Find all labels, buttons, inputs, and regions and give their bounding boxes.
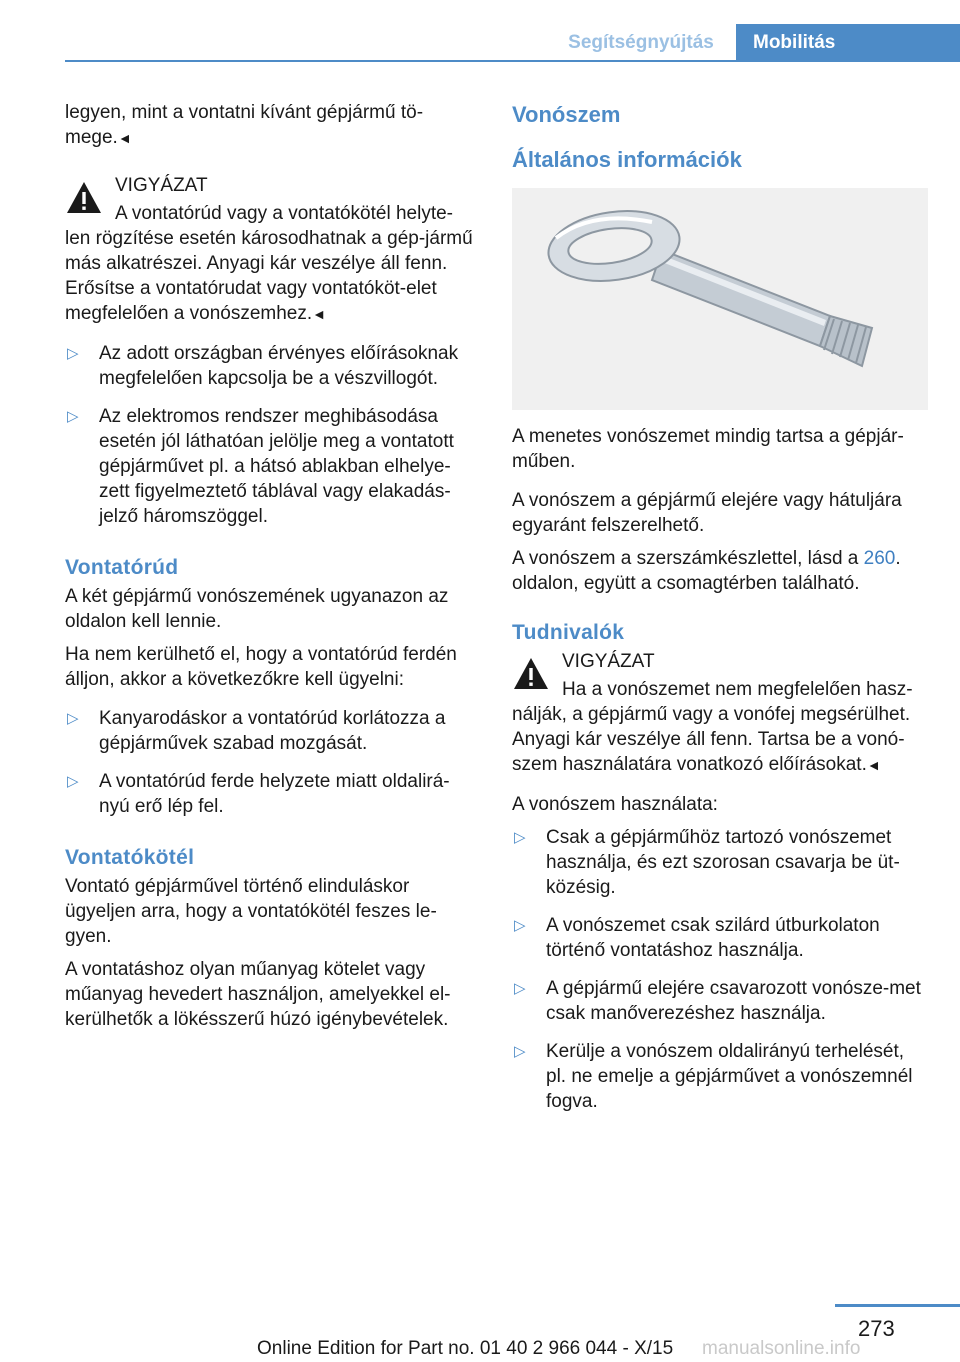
- list-item: ▷ A gépjármű elejére csavarozott vonósze-met csak manőverezéshez használja.: [514, 978, 921, 1024]
- warning-triangle-icon: [65, 179, 103, 217]
- bullet-arrow-icon: ▷: [67, 773, 79, 790]
- bullet-arrow-icon: ▷: [514, 1043, 526, 1060]
- bullet-list-hazard: [65, 341, 477, 529]
- bullet-arrow-icon: ▷: [67, 408, 79, 425]
- header-tab-assistance[interactable]: Segítségnyújtás: [568, 32, 714, 53]
- list-item: ▷ Kanyarodáskor a vontatórúd korlátozza a gépjárművek szabad mozgását.: [67, 708, 446, 754]
- footer-rule: [835, 1304, 960, 1307]
- list-item: ▷ A vonószemet csak szilárd útburkolaton történő vontatáshoz használja.: [514, 915, 880, 961]
- paragraph: Ha nem kerülhető el, hogy a vontatórúd ferdén álljon, akkor a következőkre kell ügyelni:: [65, 644, 457, 690]
- paragraph: A vontatáshoz olyan műanyag kötelet vagy műanyag hevedert használjon, amelyekkel el-kerülhetők a lökésszerű húzó igénybevételek.: [65, 959, 451, 1030]
- left-column: [65, 100, 477, 1040]
- header-rule: [65, 60, 960, 62]
- list-item: ▷ Csak a gépjárműhöz tartozó vonószemet használja, és ezt szorosan csavarja be üt-közésig.: [514, 827, 900, 898]
- towing-eye-image: [512, 188, 928, 410]
- paragraph: A menetes vonószemet mindig tartsa a gépjár-műben.: [512, 426, 904, 472]
- heading-towing-eye: Vonószem: [512, 102, 621, 127]
- watermark: manualsonline.info: [702, 1338, 861, 1359]
- paragraph: A két gépjármű vonószemének ugyanazon az oldalon kell lennie.: [65, 586, 449, 632]
- warning-text: A vontatórúd vagy a vontatókötél helyte-len rögzítése esetén károsodhatnak a gép-jármű más alkatrészei. Anyagi kár veszélye áll fenn. Erősítse a vontatórudat vagy vontatóköt-elet megfelelően a vonószemhez.: [65, 203, 473, 324]
- list-item: ▷ Az adott országban érvényes előírásoknak megfelelően kapcsolja be a vészvillogót.: [67, 343, 459, 389]
- right-column: [512, 100, 928, 1128]
- warning-triangle-icon: [512, 655, 550, 693]
- bullet-list-tow-bar: [65, 706, 477, 819]
- paragraph: A vonószem használata:: [512, 794, 718, 815]
- bullet-arrow-icon: ▷: [514, 917, 526, 934]
- heading-notes: Tudnivalók: [512, 621, 625, 644]
- paragraph: A vonószem a gépjármű elejére vagy hátuljára egyaránt felszerelhető.: [512, 490, 902, 536]
- paragraph-reference: A vonószem a szerszámkészlettel, lásd a 260. oldalon, együtt a csomagtérben található.: [512, 548, 901, 594]
- page-header: [0, 0, 960, 62]
- list-item: ▷ A vontatórúd ferde helyzete miatt oldalirá-nyú erő lép fel.: [67, 771, 450, 817]
- warning-title: VIGYÁZAT: [115, 175, 208, 196]
- bullet-arrow-icon: ▷: [67, 345, 79, 362]
- end-mark: ◄: [866, 757, 881, 773]
- list-item: ▷ Az elektromos rendszer meghibásodása esetén jól láthatóan jelölje meg a vontatott gépjárművet pl. a hátsó ablakban elhelye-zett figyelmeztető táblával vagy elakadás-jelző háromszöggel.: [67, 406, 454, 527]
- end-mark: ◄: [312, 306, 327, 322]
- header-tab-mobility[interactable]: Mobilitás: [736, 24, 960, 60]
- bullet-arrow-icon: ▷: [67, 710, 79, 727]
- warning-title: VIGYÁZAT: [562, 651, 655, 672]
- list-item: ▷ Kerülje a vonószem oldalirányú terhelését, pl. ne emelje a gépjárművet a vonószemnél fogva.: [514, 1041, 913, 1112]
- warning-text: Ha a vonószemet nem megfelelően hasz-nálják, a gépjármű vagy a vonófej megsérülhet. Anyagi kár veszélye áll fenn. Tartsa be a vonó-szem használatára vonatkozó előírásokat.: [512, 679, 913, 775]
- end-mark: ◄: [117, 130, 132, 146]
- paragraph: Vontató gépjárművel történő elinduláskor ügyeljen arra, hogy a vontatókötél feszes le-gyen.: [65, 876, 437, 947]
- heading-general-info: Általános információk: [512, 147, 742, 172]
- heading-tow-bar: Vontatórúd: [65, 556, 179, 579]
- warning-box-towing: [65, 173, 477, 327]
- warning-box-towing-eye: [512, 649, 928, 778]
- page-link-260[interactable]: 260: [863, 548, 896, 569]
- bullet-list-usage: [512, 825, 928, 1114]
- intro-text: legyen, mint a vontatni kívánt gépjármű tö-mege.◄: [65, 102, 424, 148]
- bullet-arrow-icon: ▷: [514, 980, 526, 997]
- edition-footer: Online Edition for Part no. 01 40 2 966 044 - X/15: [257, 1338, 674, 1359]
- towing-eye-illustration: [512, 188, 928, 410]
- heading-tow-rope: Vontatókötél: [65, 846, 195, 869]
- bullet-arrow-icon: ▷: [514, 829, 526, 846]
- page-number: 273: [858, 1316, 895, 1341]
